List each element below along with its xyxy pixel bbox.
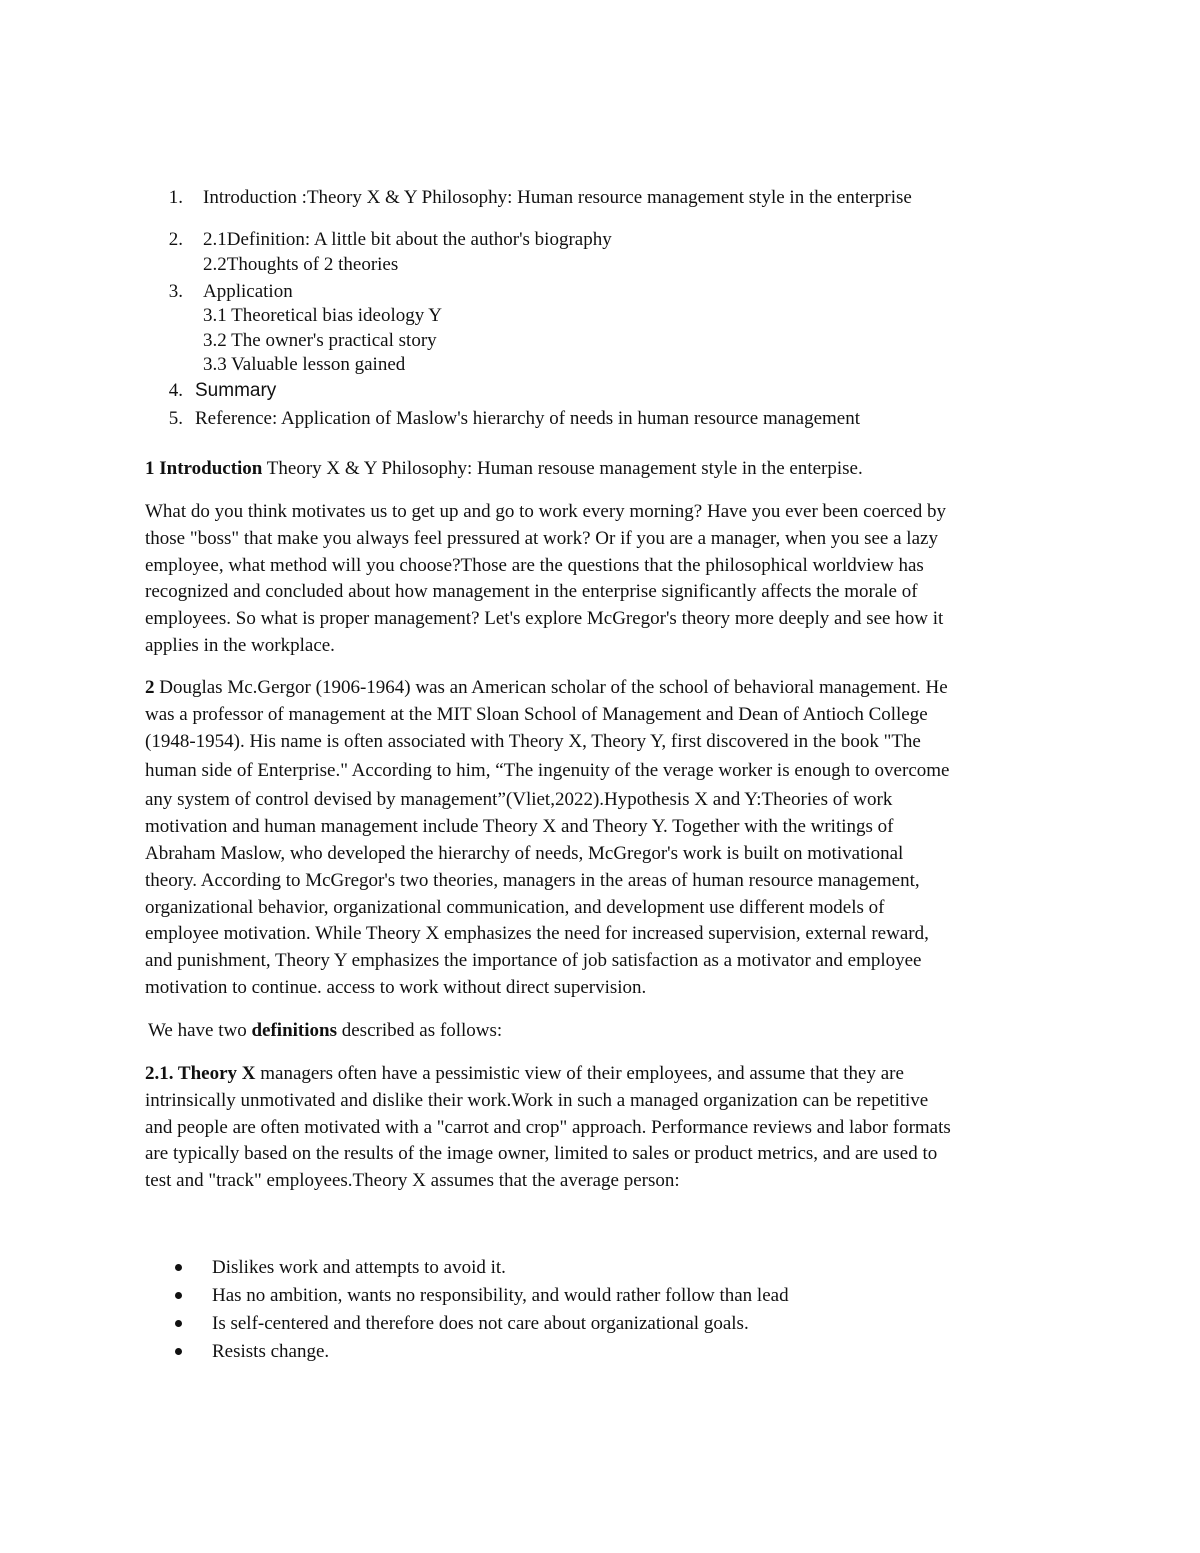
- intro-rest: Theory X & Y Philosophy: Human resouse management style in the enterpise.: [266, 458, 863, 479]
- paragraph-line: theory. According to McGregor's two theories, managers in the areas of human resource management,: [145, 869, 920, 891]
- definitions-post: described as follows:: [341, 1020, 503, 1041]
- paragraph-line: any system of control devised by management”(Vliet,2022).Hypothesis X and Y:Theories of work: [145, 789, 893, 811]
- paragraph-line: and people are often motivated with a "carrot and crop" approach. Performance reviews and labor formats: [145, 1116, 951, 1138]
- paragraph-line: employees. So what is proper management? Let's explore McGregor's theory more deeply and see how it: [145, 608, 944, 630]
- paragraph-line: test and "track" employees.Theory X assumes that the average person:: [145, 1170, 680, 1192]
- toc-item-text: Summary: [195, 380, 277, 401]
- paragraph-line: motivation to continue. access to work without direct supervision.: [145, 976, 647, 998]
- toc-item-number: 4.: [168, 380, 183, 401]
- paragraph-line: was a professor of management at the MIT Sloan School of Management and Dean of Antioch College: [145, 703, 928, 725]
- list-item-text: Resists change.: [212, 1341, 330, 1362]
- paragraph-line: intrinsically unmotivated and dislike their work.Work in such a managed organization can be repetitive: [145, 1089, 929, 1111]
- bullet-icon: [175, 1348, 182, 1355]
- section-number: 2: [145, 677, 155, 698]
- paragraph-line: motivation and human management include Theory X and Theory Y. Together with the writings of: [145, 816, 894, 838]
- paragraph-motivation: [145, 499, 1075, 660]
- paragraph-line: organizational behavior, organizational communication, and development use different models of: [145, 896, 885, 918]
- paragraph-line: those "boss" that make you always feel pressured at work? Or if you are a manager, when you see a lazy: [145, 527, 938, 549]
- intro-bold: Introduction: [159, 458, 263, 479]
- toc-item-text: Application: [203, 281, 293, 302]
- paragraph-theory-x: [145, 1061, 1075, 1195]
- toc-item-number: 2.: [168, 229, 183, 250]
- toc-item-number: 1.: [168, 187, 183, 208]
- intro-heading: [145, 455, 1065, 482]
- theory-x-heading: 2.1. Theory X: [145, 1063, 256, 1084]
- paragraph-line-text: managers often have a pessimistic view of their employees, and assume that they are: [260, 1063, 904, 1084]
- toc-item-text: 3.1 Theoretical bias ideology Y: [203, 305, 443, 326]
- list-item-text: Is self-centered and therefore does not care about organizational goals.: [212, 1313, 749, 1334]
- bullet-icon: [175, 1292, 182, 1299]
- paragraph-line: Abraham Maslow, who developed the hierarchy of needs, McGregor's work is built on motivational: [145, 842, 904, 864]
- toc-item-text: Introduction :Theory X & Y Philosophy: Human resource management style in the enterprise: [203, 187, 912, 208]
- list-item-text: Dislikes work and attempts to avoid it.: [212, 1257, 506, 1278]
- paragraph-line: employee motivation. While Theory X emphasizes the need for increased supervision, external reward,: [145, 923, 929, 945]
- paragraph-line: (1948-1954). His name is often associated with Theory X, Theory Y, first discovered in the book "The: [145, 730, 921, 752]
- paragraph-line: What do you think motivates us to get up and go to work every morning? Have you ever been coerced by: [145, 501, 946, 522]
- paragraph-line: [145, 675, 1075, 702]
- toc-item-text: 2.1Definition: A little bit about the author's biography: [203, 229, 612, 250]
- paragraph-biography: [145, 675, 1075, 1002]
- toc-item-text: 3.3 Valuable lesson gained: [203, 354, 406, 375]
- intro-number: 1: [145, 458, 155, 479]
- paragraph-line-text: Douglas Mc.Gergor (1906-1964) was an American scholar of the school of behavioral management. He: [159, 677, 948, 698]
- list-item-text: Has no ambition, wants no responsibility, and would rather follow than lead: [212, 1285, 789, 1306]
- definitions-pre: We have two: [148, 1020, 247, 1041]
- bullet-icon: [175, 1264, 182, 1271]
- paragraph-line: employee, what method will you choose?Those are the questions that the philosophical worldview has: [145, 554, 924, 576]
- paragraph-line: are typically based on the results of the image owner, limited to sales or product metrics, and are used to: [145, 1143, 938, 1165]
- paragraph-line: applies in the workplace.: [145, 634, 335, 656]
- toc-item-text: Reference: Application of Maslow's hierarchy of needs in human resource management: [195, 408, 861, 429]
- paragraph-line: and punishment, Theory Y emphasizes the importance of job satisfaction as a motivator and employee: [145, 950, 922, 972]
- paragraph-line: [145, 1061, 1075, 1088]
- toc-item-text: 2.2Thoughts of 2 theories: [203, 254, 399, 275]
- definitions-bold: definitions: [251, 1020, 337, 1041]
- paragraph-line: recognized and concluded about how management in the enterprise significantly affects the morale of: [145, 581, 918, 603]
- toc-item-number: 3.: [168, 281, 183, 302]
- paragraph-line: human side of Enterprise." According to him, “The ingenuity of the verage worker is enough to overcome: [145, 760, 950, 782]
- toc-item-number: 5.: [168, 408, 183, 429]
- toc-item-text: 3.2 The owner's practical story: [203, 330, 437, 351]
- bullet-icon: [175, 1320, 182, 1327]
- definitions-line: [148, 1017, 1068, 1044]
